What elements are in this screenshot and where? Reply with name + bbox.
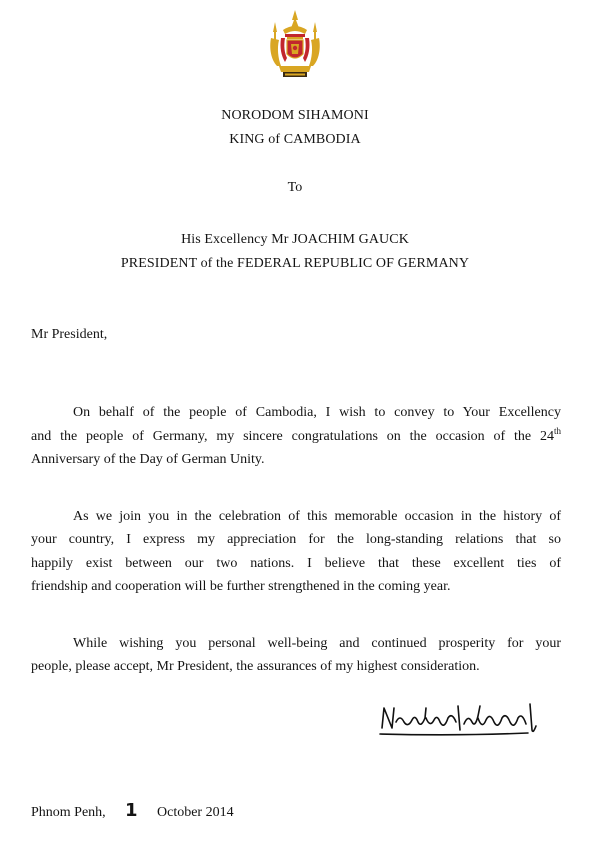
- paragraph-1-line-1: On behalf of the people of Cambodia, I wish to convey to Your Excellency: [73, 405, 561, 420]
- paragraph-1-line-2: [31, 426, 561, 445]
- to-label: To: [287, 180, 303, 195]
- paragraph-2-line-2: your country, I express my appreciation for the long-standing relations that so: [31, 532, 561, 547]
- paragraph-2-line-3: happily exist between our two nations. I believe that these excellent ties of: [31, 556, 561, 571]
- ordinal-suffix: th: [553, 426, 561, 436]
- signature: [378, 700, 548, 740]
- closing-place: Phnom Penh,: [31, 805, 106, 820]
- royal-crest-icon: [265, 8, 325, 80]
- paragraph-3-line-1: While wishing you personal well-being and continued prosperity for your: [73, 636, 561, 651]
- closing-day: 1: [125, 800, 138, 821]
- sender-title: KING of CAMBODIA: [229, 132, 361, 147]
- salutation: Mr President,: [31, 327, 108, 342]
- recipient-title: PRESIDENT of the FEDERAL REPUBLIC OF GERMANY: [120, 256, 470, 271]
- paragraph-2-line-4: friendship and cooperation will be further strengthened in the coming year.: [31, 579, 451, 594]
- paragraph-1-line-3: Anniversary of the Day of German Unity.: [31, 452, 265, 467]
- paragraph-2-line-1: As we join you in the celebration of this memorable occasion in the history of: [73, 509, 561, 524]
- sender-name: NORODOM SIHAMONI: [221, 108, 369, 123]
- closing-month-year: October 2014: [157, 805, 234, 820]
- recipient-name: His Excellency Mr JOACHIM GAUCK: [181, 232, 409, 247]
- paragraph-3-line-2: people, please accept, Mr President, the assurances of my highest consideration.: [31, 659, 480, 674]
- paragraph-1-line-2-text: and the people of Germany, my sincere congratulations on the occasion of the 24: [31, 429, 554, 444]
